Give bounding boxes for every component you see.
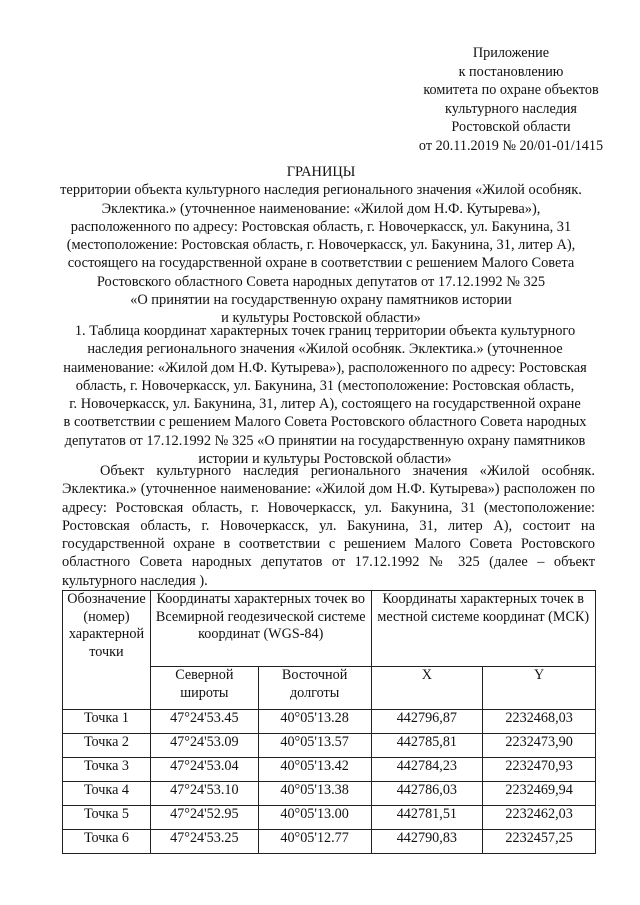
document-title [40, 163, 602, 328]
subheader-north: Северной широты [150, 667, 258, 710]
cell-y: 2232469,94 [483, 782, 596, 806]
cell-north: 47°24'53.10 [150, 782, 258, 806]
appendix-line: культурного наследия [445, 100, 577, 117]
section-heading [56, 322, 594, 468]
subheader-east: Восточной долготы [258, 667, 371, 710]
cell-east: 40°05'12.77 [258, 830, 371, 854]
section-line: г. Новочеркасск, ул. Бакунина, 31, литер А), состоящего на государственной охране [69, 396, 581, 413]
table-row [63, 710, 596, 734]
cell-north: 47°24'53.09 [150, 734, 258, 758]
header-wgs: Координаты характерных точек во Всемирной геодезической системе координат (WGS-84) [150, 591, 371, 667]
cell-y: 2232468,03 [483, 710, 596, 734]
cell-north: 47°24'52.95 [150, 806, 258, 830]
section-line: область, г. Новочеркасск, ул. Бакунина, 31 (местоположение: Ростовская область, [75, 377, 575, 394]
cell-point: Точка 1 [63, 710, 151, 734]
header-msk: Координаты характерных точек в местной системе координат (МСК) [371, 591, 596, 667]
title-heading: ГРАНИЦЫ [286, 164, 356, 180]
title-line: Ростовского областного Совета народных депутатов от 17.12.1992 № 325 [96, 273, 546, 290]
cell-point: Точка 2 [63, 734, 151, 758]
cell-point: Точка 6 [63, 830, 151, 854]
cell-point: Точка 5 [63, 806, 151, 830]
table-row [63, 806, 596, 830]
title-line: (местоположение: Ростовская область, г. Новочеркасск, ул. Бакунина, 31, литер А), [66, 237, 576, 254]
subheader-x: X [371, 667, 483, 710]
cell-east: 40°05'13.57 [258, 734, 371, 758]
appendix-line: от 20.11.2019 № 20/01-01/1415 [418, 137, 604, 154]
table-row [63, 830, 596, 854]
table-row [63, 758, 596, 782]
section-line: наследия регионального значения «Жилой особняк. Эклектика.» (уточненное [87, 341, 563, 358]
table-row [63, 734, 596, 758]
cell-y: 2232462,03 [483, 806, 596, 830]
section-line: наименование: «Жилой дом Н.Ф. Кутырева»), расположенного по адресу: Ростовская [63, 359, 587, 376]
cell-east: 40°05'13.42 [258, 758, 371, 782]
section-line: в соответствии с решением Малого Совета Ростовского областного Совета народных [63, 414, 587, 431]
appendix-line: комитета по охране объектов [423, 82, 599, 98]
appendix-line: Приложение [472, 45, 550, 61]
cell-x: 442785,81 [371, 734, 483, 758]
cell-east: 40°05'13.00 [258, 806, 371, 830]
coordinates-table [62, 590, 596, 854]
cell-east: 40°05'13.28 [258, 710, 371, 734]
section-line: 1. Таблица координат характерных точек границ территории объекта культурного [74, 323, 576, 339]
cell-east: 40°05'13.38 [258, 782, 371, 806]
cell-point: Точка 3 [63, 758, 151, 782]
appendix-header [395, 44, 627, 155]
title-line: Эклектика.» (уточненное наименование: «Жилой дом Н.Ф. Кутырева»), [101, 200, 541, 217]
object-description: Объект культурного наследия регионального значения «Жилой особняк. Эклектика.» (уточненное наименование: «Жилой дом Н.Ф. Кутырева») расположен по адресу: Ростовская область, г. Новочеркасск, ул. Бакунина, 31 (местоположение: Ростовская область, г. Новочеркасск, ул. Бакунина, 31, литер А), состоит на государственной охране в соответствии с решением Малого Совета Ростовского областного Совета народных депутатов от 17.12.1992 № 325 (далее – объект культурного наследия ). [62, 463, 595, 589]
title-line: расположенного по адресу: Ростовская область, г. Новочеркасск, ул. Бакунина, 31 [70, 218, 572, 235]
cell-x: 442781,51 [371, 806, 483, 830]
subheader-y: Y [483, 667, 596, 710]
cell-x: 442786,03 [371, 782, 483, 806]
cell-y: 2232470,93 [483, 758, 596, 782]
cell-x: 442796,87 [371, 710, 483, 734]
section-line: депутатов от 17.12.1992 № 325 «О принятии на государственную охрану памятников [64, 432, 586, 449]
section-line: истории и культуры Ростовской области» [198, 451, 452, 468]
cell-x: 442784,23 [371, 758, 483, 782]
cell-north: 47°24'53.45 [150, 710, 258, 734]
cell-y: 2232473,90 [483, 734, 596, 758]
appendix-line: к постановлению [458, 63, 564, 80]
cell-north: 47°24'53.25 [150, 830, 258, 854]
cell-point: Точка 4 [63, 782, 151, 806]
title-line: «О принятии на государственную охрану памятников истории [130, 292, 512, 309]
table-row [63, 782, 596, 806]
title-line: состоящего на государственной охране в соответствии с решением Малого Совета [67, 255, 575, 272]
title-line: и культуры Ростовской области» [221, 310, 421, 327]
cell-y: 2232457,25 [483, 830, 596, 854]
header-point: Обозначение (номер) характерной точки [63, 591, 151, 710]
appendix-line: Ростовской области [451, 119, 571, 135]
cell-x: 442790,83 [371, 830, 483, 854]
title-line: территории объекта культурного наследия регионального значения «Жилой особняк. [60, 182, 582, 199]
cell-north: 47°24'53.04 [150, 758, 258, 782]
table-header-row [63, 591, 596, 667]
